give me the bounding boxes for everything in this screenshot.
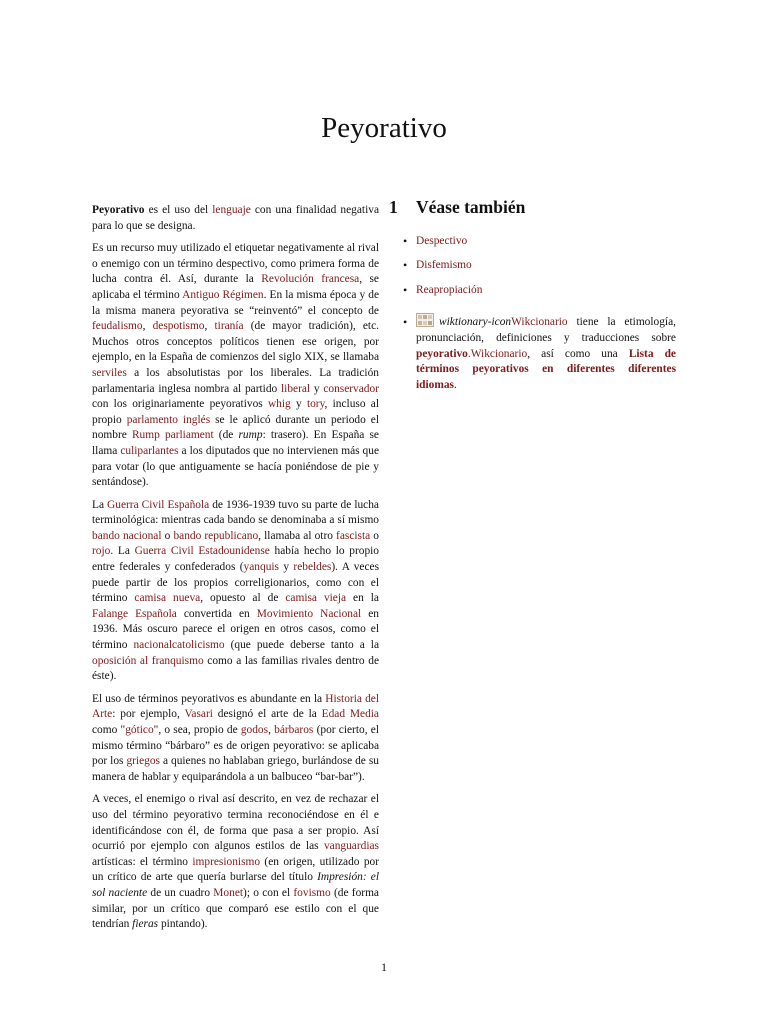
body-text: (de forma similar, por un crítico que comparó ese estilo con el que tendrían	[92, 886, 379, 931]
inline-link[interactable]: rojo	[92, 545, 111, 558]
body-text: ,	[268, 724, 275, 736]
body-text: ); o con el	[243, 886, 294, 899]
page-title: Peyorativo	[321, 112, 447, 144]
paragraph-civil-war	[92, 498, 379, 685]
body-text: tiene la etimología, pronunciación, definiciones y traducciones sobre	[416, 316, 676, 344]
inline-link[interactable]: Antiguo Régimen	[182, 288, 264, 301]
wiktionary-icon	[416, 313, 434, 327]
inline-link[interactable]: griegos	[126, 755, 160, 768]
body-text: Es un recurso muy utilizado el etiquetar negativamente al rival o enemigo con un término despectivo, como primera forma de lucha contra él. Así, durante la	[92, 242, 379, 286]
body-text: : trasero). En España se llama	[92, 429, 379, 457]
body-text: y	[278, 561, 294, 574]
link-despectivo[interactable]: Despectivo	[416, 234, 468, 247]
inline-link[interactable]: Guerra Civil Estadounidense	[134, 545, 270, 558]
paragraph-vanguards	[92, 792, 379, 932]
inline-link[interactable]: despotismo	[152, 320, 205, 333]
inline-link[interactable]: godos	[240, 724, 269, 736]
body-text: La	[92, 498, 108, 511]
inline-link[interactable]: bando nacional	[92, 529, 162, 542]
article-body	[92, 203, 379, 940]
body-text: a quienes no hablaban griego, burlándose de su manera de hablar y equiparándola a un balbuceo “bar-bar”).	[92, 755, 379, 783]
wiktionary-text	[416, 316, 676, 390]
body-text: y	[310, 382, 324, 395]
inline-link[interactable]: Guerra Civil Española	[107, 498, 210, 511]
body-text: de 1936-1939 tuvo su parte de lucha terminológica: mientras cada bando se denominaba a sí mismo	[92, 498, 379, 527]
body-text: o	[370, 529, 380, 542]
italic-text: fieras	[132, 918, 159, 931]
inline-link[interactable]: Revolución francesa	[261, 273, 360, 286]
body-text: ,	[142, 320, 153, 333]
body-text: como a las familias rivales dentro de éste).	[92, 654, 380, 683]
inline-link[interactable]: oposición al franquismo	[92, 654, 204, 667]
inline-link[interactable]: Edad Media	[321, 708, 379, 721]
inline-link[interactable]: conservador	[323, 382, 379, 395]
body-text: ). A veces puede partir de los propios correligionarios, como con el término	[92, 561, 380, 605]
inline-link[interactable]: Historia del Arte	[92, 692, 379, 721]
inline-link[interactable]: parlamento inglés	[126, 413, 211, 426]
body-text: (de mayor tradición), etc. Muchos otros conceptos políticos tienen ese origen, por ejemplo, en la España de comienzos del siglo XIX, se llamaba	[92, 320, 379, 364]
list-item	[403, 234, 676, 250]
inline-link[interactable]: tory	[306, 398, 325, 411]
body-text: (en origen, utilizado por un crítico de arte que quería burlarse del título	[92, 855, 380, 884]
italic-text: wiktionary-icon	[439, 316, 512, 329]
body-text: a los absolutistas por los liberales. La tradición parlamentaria inglesa nombra al partido	[92, 366, 379, 395]
body-text: . En la misma época y de la misma manera peyorativa se “reinventó” el concepto de	[92, 288, 380, 317]
body-text: designó el arte de la	[212, 708, 322, 721]
body-text: , así como una	[527, 347, 629, 360]
inline-link[interactable]: liberal	[280, 382, 311, 395]
body-text: , incluso al propio	[92, 398, 379, 426]
wiktionary-box	[389, 313, 676, 393]
inline-link[interactable]: nacionalcatolicismo	[133, 639, 225, 652]
body-text: con los originariamente peyorativos	[92, 398, 268, 411]
paragraph-intro	[92, 203, 379, 234]
inline-link[interactable]: rebeldes	[293, 561, 332, 574]
body-text: como "	[92, 724, 126, 736]
inline-link[interactable]: Monet	[213, 886, 244, 899]
inline-link[interactable]: Wikcionario	[511, 316, 568, 329]
body-text: de un cuadro	[147, 886, 214, 899]
inline-link[interactable]: fascista	[336, 529, 371, 542]
italic-text: Impresión: el sol naciente	[92, 871, 379, 899]
inline-link[interactable]: Falange Española	[92, 607, 177, 620]
inline-link[interactable]: bárbaros	[274, 724, 314, 736]
italic-text: rump	[238, 429, 263, 442]
inline-link[interactable]: feudalismo	[92, 320, 143, 333]
inline-link[interactable]: fovismo	[293, 886, 331, 899]
body-text: .	[453, 378, 457, 391]
body-text: en la	[346, 592, 379, 605]
body-text: ,	[204, 320, 215, 333]
inline-link[interactable]: tiranía	[214, 320, 244, 333]
inline-link[interactable]: serviles	[92, 366, 127, 379]
body-text: en 1936. Más oscuro parece el origen en otros casos, como el término	[92, 607, 379, 652]
paragraph-political	[92, 241, 379, 491]
see-also-section	[389, 197, 676, 393]
inline-link[interactable]: impresionismo	[192, 855, 261, 868]
link-reapropiacion[interactable]: Reapropiación	[416, 283, 483, 296]
inline-link[interactable]: Movimiento Nacional	[256, 607, 362, 620]
body-text: se le aplicó durante un periodo el nombre	[92, 413, 380, 442]
see-also-list	[389, 234, 676, 299]
body-text: a los diputados que no intervienen más que para votar (lo que antiguamente se hacía poniéndose de pie y sentándose).	[92, 444, 380, 489]
bold-text[interactable]: peyorativo	[416, 347, 468, 360]
body-text: ", o sea, propio de	[153, 724, 241, 736]
section-number: 1	[389, 197, 398, 217]
body-text: A veces, el enemigo o rival así descrito, en vez de rechazar el uso del término peyorativo termina reconociéndose en él e identificándose con él, de forma que pasa a ser propio. Así ocurrió por ejemplo con algunos estilos de las	[92, 793, 379, 853]
list-item	[403, 258, 676, 274]
inline-link[interactable]: .Wikcionario	[467, 347, 528, 360]
body-text: y	[290, 398, 307, 411]
body-text: artísticas: el término	[92, 855, 193, 868]
body-text: , se aplicaba el término	[92, 273, 379, 301]
body-text: , llamaba al otro	[258, 529, 337, 542]
inline-link[interactable]: Vasari	[184, 708, 213, 721]
inline-link[interactable]: yanquis	[243, 561, 279, 574]
wiktionary-item	[403, 313, 676, 393]
body-text: , opuesto al de	[200, 592, 286, 605]
bold-text[interactable]: Lista de términos peyorativos en diferentes diferentes idiomas	[416, 347, 676, 391]
inline-link[interactable]: vanguardias	[323, 840, 379, 853]
body-text: . La	[110, 545, 135, 558]
section-title: Véase también	[416, 197, 526, 217]
link-disfemismo[interactable]: Disfemismo	[416, 259, 472, 272]
bold-text: Peyorativo	[92, 204, 145, 216]
body-text: con una finalidad negativa para lo que se designa.	[92, 204, 379, 232]
inline-link[interactable]: lenguaje	[212, 204, 251, 216]
inline-link[interactable]: camisa nueva	[134, 592, 201, 605]
paragraph-art-history	[92, 692, 379, 786]
body-text: El uso de términos peyorativos es abundante en la	[92, 692, 326, 705]
body-text: o	[161, 529, 174, 542]
body-text: había hecho lo propio entre federales y confederados (	[92, 545, 379, 574]
inline-link[interactable]: gótico	[125, 724, 154, 736]
body-text: (de	[213, 429, 239, 442]
inline-link[interactable]: whig	[267, 398, 291, 411]
section-heading	[389, 197, 676, 217]
body-text: es el uso del	[144, 204, 213, 216]
list-item	[403, 283, 676, 299]
inline-link[interactable]: bando republicano	[173, 529, 259, 542]
inline-link[interactable]: culiparlantes	[120, 444, 179, 457]
body-text: convertida en	[176, 607, 257, 620]
body-text: : por ejemplo,	[112, 708, 185, 721]
page-number: 1	[381, 960, 387, 974]
inline-link[interactable]: Rump parliament	[131, 429, 214, 442]
body-text: pintando).	[158, 918, 208, 931]
body-text: (que puede deberse tanto a la	[224, 639, 380, 652]
inline-link[interactable]: camisa vieja	[285, 592, 347, 605]
body-text: (por cierto, el mismo término “bárbaro” es de origen peyorativo: se aplicaba por los	[92, 724, 379, 768]
